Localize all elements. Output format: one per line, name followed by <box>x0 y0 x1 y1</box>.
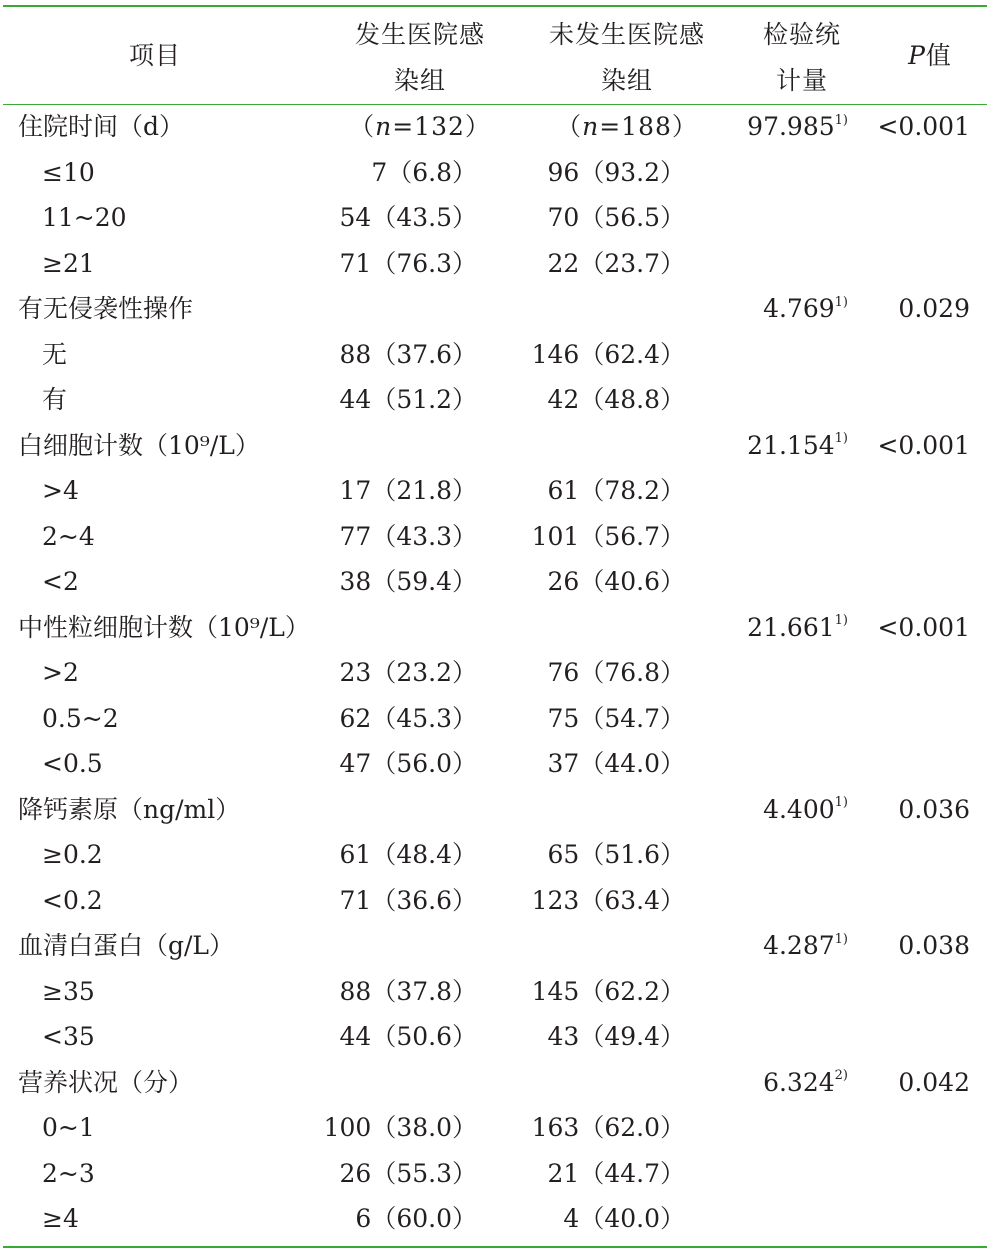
header-noninfected-n: n <box>582 112 600 141</box>
row-label: 营养状况（分） <box>18 1067 194 1097</box>
table-row-category <box>0 787 1000 832</box>
row-label: 有 <box>42 385 68 414</box>
table-row <box>0 741 1000 786</box>
table-row <box>0 1196 1000 1241</box>
header-infected-suffix: =132） <box>392 112 491 141</box>
cell-noninfected: 123（63.4） <box>531 885 685 915</box>
cell-test-statistic <box>747 605 848 650</box>
cell-noninfected: 21（44.7） <box>547 1158 685 1188</box>
cell-noninfected: 4（40.0） <box>563 1204 685 1233</box>
row-label: >4 <box>42 476 79 505</box>
cell-p-value: <0.001 <box>877 612 970 642</box>
header-item: 项目 <box>128 41 181 70</box>
header-test-statistic <box>752 12 852 104</box>
table-row-category <box>0 104 1000 149</box>
stat-value: 97.985 <box>747 112 835 141</box>
cell-test-statistic <box>763 286 848 331</box>
stat-value: 6.324 <box>763 1067 835 1097</box>
cell-noninfected: 61（78.2） <box>547 476 685 505</box>
cell-infected: 62（45.3） <box>339 703 477 733</box>
header-infected-n: n <box>375 112 393 141</box>
cell-test-statistic <box>763 923 848 968</box>
table-top-rule <box>3 5 987 7</box>
cell-test-statistic <box>747 423 848 468</box>
stat-footnote-marker: 1) <box>834 294 848 310</box>
row-label: 血清白蛋白（g/L） <box>18 931 235 960</box>
row-label: <2 <box>42 567 79 596</box>
table-row <box>0 696 1000 741</box>
cell-infected: 38（59.4） <box>339 567 477 596</box>
cell-infected: 54（43.5） <box>339 203 477 232</box>
table-row-category <box>0 923 1000 968</box>
table-bottom-rule <box>3 1246 987 1248</box>
table-row <box>0 1014 1000 1059</box>
row-label: 降钙素原（ng/ml） <box>18 794 241 824</box>
stat-footnote-marker: 1) <box>834 795 848 811</box>
row-label: >2 <box>42 658 79 687</box>
row-label: 0~1 <box>42 1113 95 1142</box>
cell-infected: 71（76.3） <box>339 248 477 278</box>
stat-footnote-marker: 2) <box>834 1068 848 1084</box>
cell-infected: 77（43.3） <box>339 521 477 551</box>
row-label: 白细胞计数（10⁹/L） <box>18 430 260 460</box>
table-row-category <box>0 605 1000 650</box>
cell-infected: 88（37.8） <box>339 976 477 1006</box>
cell-infected: 26（55.3） <box>339 1158 477 1188</box>
cell-infected: 17（21.8） <box>339 476 477 505</box>
table-row <box>0 241 1000 286</box>
cell-p-value: 0.042 <box>898 1067 970 1097</box>
cell-noninfected: 37（44.0） <box>547 749 685 778</box>
row-label: <35 <box>42 1022 95 1051</box>
stat-value: 21.661 <box>747 612 835 642</box>
stat-footnote-marker: 1) <box>834 112 848 128</box>
header-infected-line1: 发生医院感 <box>354 20 485 49</box>
table-row <box>0 468 1000 513</box>
cell-p-value: 0.038 <box>898 931 970 960</box>
stat-value: 4.287 <box>763 931 835 960</box>
cell-noninfected: 22（23.7） <box>547 248 685 278</box>
table-row <box>0 878 1000 923</box>
header-stat-line1: 检验统 <box>762 20 841 49</box>
row-label: <0.5 <box>42 749 103 778</box>
table-row <box>0 195 1000 240</box>
cell-infected: 61（48.4） <box>339 840 477 869</box>
stat-value: 21.154 <box>747 430 835 460</box>
row-label: <0.2 <box>42 885 103 915</box>
table-row <box>0 514 1000 559</box>
table-row <box>0 332 1000 377</box>
table-row-category <box>0 286 1000 331</box>
header-p-rest: 值 <box>925 41 952 70</box>
cell-p-value: <0.001 <box>877 112 970 141</box>
table-row <box>0 832 1000 877</box>
row-label: ≥0.2 <box>42 840 103 869</box>
cell-noninfected: 101（56.7） <box>531 521 685 551</box>
cell-noninfected: 75（54.7） <box>547 703 685 733</box>
cell-infected: 44（50.6） <box>339 1022 477 1051</box>
header-infected-prefix: 染组（ <box>349 66 446 141</box>
row-label: 住院时间（d） <box>18 112 185 141</box>
cell-p-value: 0.036 <box>898 794 970 824</box>
row-label: 11~20 <box>42 203 127 232</box>
cell-test-statistic <box>747 104 848 149</box>
stat-footnote-marker: 1) <box>834 613 848 629</box>
cell-noninfected: 26（40.6） <box>547 567 685 596</box>
row-label: ≥35 <box>42 976 95 1006</box>
cell-noninfected: 70（56.5） <box>547 203 685 232</box>
cell-infected: 71（36.6） <box>339 885 477 915</box>
stat-value: 4.400 <box>763 794 835 824</box>
cell-noninfected: 43（49.4） <box>547 1022 685 1051</box>
table-row <box>0 1151 1000 1196</box>
cell-p-value: 0.029 <box>898 294 970 323</box>
cell-noninfected: 96（93.2） <box>547 157 685 187</box>
stat-footnote-marker: 1) <box>834 431 848 447</box>
header-stat-line2: 计量 <box>775 66 828 95</box>
table-row-category <box>0 423 1000 468</box>
stat-value: 4.769 <box>763 294 835 323</box>
cell-infected: 47（56.0） <box>339 749 477 778</box>
table-row <box>0 559 1000 604</box>
table-row-category <box>0 1060 1000 1105</box>
cell-test-statistic <box>763 787 848 832</box>
cell-noninfected: 145（62.2） <box>531 976 685 1006</box>
header-p-value <box>880 33 980 79</box>
cell-infected: 88（37.6） <box>339 339 477 369</box>
cell-infected: 6（60.0） <box>355 1204 477 1233</box>
row-label: 有无侵袭性操作 <box>18 294 194 323</box>
table-row <box>0 150 1000 195</box>
row-label: ≤10 <box>42 157 95 187</box>
table-row <box>0 969 1000 1014</box>
header-p-italic: P <box>908 41 926 70</box>
row-label: 中性粒细胞计数（10⁹/L） <box>18 612 310 642</box>
row-label: ≥4 <box>42 1204 79 1233</box>
table-row <box>0 650 1000 695</box>
row-label: 无 <box>42 339 68 369</box>
cell-noninfected: 76（76.8） <box>547 658 685 687</box>
cell-noninfected: 163（62.0） <box>531 1113 685 1142</box>
row-label: 2~3 <box>42 1158 95 1188</box>
row-label: 0.5~2 <box>42 703 119 733</box>
header-noninfected-prefix: 染组（ <box>556 66 653 141</box>
cell-test-statistic <box>763 1060 848 1105</box>
cell-infected: 7（6.8） <box>371 157 477 187</box>
table-row <box>0 1105 1000 1150</box>
table-row <box>0 377 1000 422</box>
cell-p-value: <0.001 <box>877 430 970 460</box>
cell-infected: 44（51.2） <box>339 385 477 414</box>
cell-noninfected: 65（51.6） <box>547 840 685 869</box>
row-label: ≥21 <box>42 248 95 278</box>
row-label: 2~4 <box>42 521 95 551</box>
header-noninfected-suffix: =188） <box>599 112 698 141</box>
cell-noninfected: 146（62.4） <box>531 339 685 369</box>
cell-noninfected: 42（48.8） <box>547 385 685 414</box>
header-noninfected-line1: 未发生医院感 <box>548 20 705 49</box>
stat-footnote-marker: 1) <box>834 931 848 947</box>
cell-infected: 23（23.2） <box>339 658 477 687</box>
cell-infected: 100（38.0） <box>323 1113 477 1142</box>
